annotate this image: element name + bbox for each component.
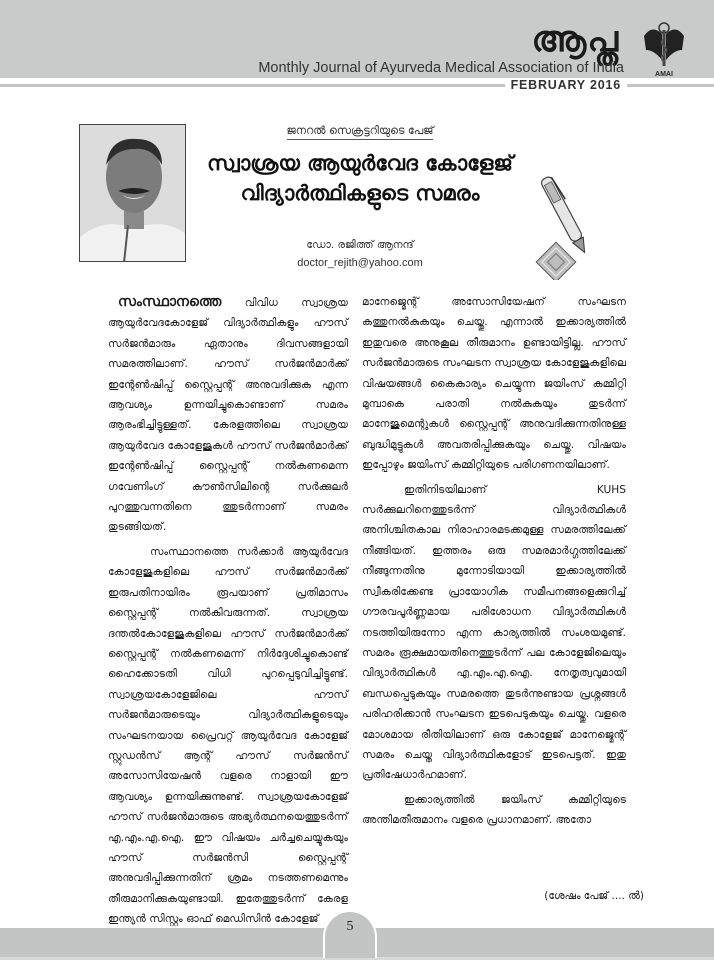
- article-column-right: [362, 292, 626, 835]
- pen-illustration-icon: [530, 170, 610, 280]
- paragraph: സംസ്ഥാനത്തെ വിവിധ സ്വാശ്രയ ആയുർവേദകോളേജ് വിദ്യാർത്ഥികളും ഹൗസ് സർജൻമാരും ഏതാനും ദിവസങ്ങളായി സമരത്തിലാണ്. ഹൗസ് സർജൻമാർക്ക് ഇന്റേൺഷിപ്പ് സ്റ്റൈപ്പന്റ് അനുവദിക്കുക എന്ന ആവശ്യം ഉന്നയിച്ചുകൊണ്ടാണ് സമരം ആരംഭിച്ചിട്ടുള്ളത്. കേരളത്തിലെ സ്വാശ്രയ ആയുർവേദ കോളേജുകൾ ഹൗസ് സർജൻമാർക്ക് ഇന്റേൺഷിപ്പ് സ്റ്റൈപ്പന്റ് നൽകണമെന്ന ഗവേണിംഗ് കൗൺസിലിന്റെ സർക്കുലർ പുറത്തുവന്നതിനെ ത്തുടർന്നാണ് സമരം തുടങ്ങിയത്.: [108, 294, 348, 534]
- lead-word: സംസ്ഥാനത്തെ: [118, 294, 222, 310]
- article-headline: [195, 148, 525, 208]
- article-column-left: [108, 292, 348, 934]
- author-photo: [79, 124, 186, 262]
- page-number: 5: [323, 910, 377, 958]
- headline-line-2: വിദ്യാർത്ഥികളുടെ സമരം: [240, 181, 480, 205]
- paragraph: ഇക്കാര്യത്തിൽ ജയിംസ് കമ്മിറ്റിയുടെ അന്തിമതീരുമാനം വളരെ പ്രധാനമാണ്. അതോ: [362, 793, 626, 827]
- author-name: ഡോ. രജിത്ത് ആനന്ദ്: [306, 239, 414, 251]
- journal-title: ആപ്ത: [531, 19, 619, 60]
- issue-date: FEBRUARY 2016: [505, 78, 627, 93]
- journal-subtitle: Monthly Journal of Ayurveda Medical Association of India: [258, 60, 624, 76]
- author-portrait-icon: [80, 125, 186, 262]
- author-email: doctor_rejith@yahoo.com: [297, 257, 423, 269]
- continued-note: (ശേഷം പേജ് .... ൽ): [544, 890, 644, 902]
- amai-logo-icon: [642, 20, 686, 78]
- section-label: ജനറൽ സെക്രട്ടറിയുടെ പേജ്: [230, 124, 490, 138]
- logo-text: AMAI: [655, 71, 673, 78]
- paragraph: സംസ്ഥാനത്തെ സർക്കാർ ആയുർവേദ കോളേജുകളിലെ ഹൗസ് സർജൻമാർക്ക് ഇരുപതിനായിരം രൂപയാണ് പ്രതിമാസം സ്റ്റൈപ്പന്റ് നൽകിവരുന്നത്. സ്വാശ്രയ ദന്തൽകോളേജുകളിലെ ഹൗസ് സർജൻമാർക്ക് സ്റ്റൈപ്പന്റ് നൽകണമെന്ന് നിർദ്ദേശിച്ചുകൊണ്ട് ഹൈക്കോടതി വിധി പുറപ്പെടുവിച്ചിട്ടുണ്ട്. സ്വാശ്രയകോളേജിലെ ഹൗസ് സർജൻമാരുടെയും വിദ്യാർത്ഥികളുടെയും സംഘടനയായ പ്രൈവറ്റ് ആയുർവേദ കോളേജ് സ്റ്റുഡൻസ് ആന്റ് ഹൗസ് സർജൻസ് അസോസിയേഷൻ വളരെ നാളായി ഈ ആവശ്യം ഉന്നയിക്കുന്നുണ്ട്. സ്വാശ്രയകോളേജ് ഹൗസ് സർജൻമാരുടെ അഭ്യർത്ഥനയെത്തുടർന്ന് എ.എം.എ.ഐ. ഈ വിഷയം ചർച്ചചെയ്യുകയും ഹൗസ് സർജൻസി സ്റ്റൈപ്പന്റ് അനുവദിപ്പിക്കുന്നതിന് ശ്രമം നടത്തണമെന്നും തീരുമാനിക്കുകയുണ്ടായി. ഇതേത്തുടർന്ന് കേരള ഇന്ത്യൻ സിസ്റ്റം ഓഫ് മെഡിസിൻ കോളേജ്: [108, 545, 348, 926]
- headline-line-1: സ്വാശ്രയ ആയുർവേദ കോളേജ്: [207, 151, 513, 175]
- paragraph: ഇതിനിടയിലാണ് KUHS സർക്കുലറിനെത്തുടർന്ന് വിദ്യാർത്ഥികൾ അനിശ്ചിതകാല നിരാഹാരമടക്കമുള്ള സമരത്തിലേക്ക് നീങ്ങിയത്. ഇത്തരം ഒരു സമരമാർഗ്ഗത്തിലേക്ക് നീങ്ങുന്നതിനു മുന്നോടിയായി ഇക്കാര്യത്തിൽ സ്വീകരിക്കേണ്ട പ്രായോഗിക സമീപനങ്ങളെക്കുറിച്ച് ഗൗരവപൂർണ്ണമായ പരിശോധന വിദ്യാർത്ഥികൾ നടത്തിയിരുന്നോ എന്ന കാര്യത്തിൽ സംശയമുണ്ട്. സമരം രൂക്ഷമായതിനെത്തുടർന്ന് പല കോളേജിലെയും വിദ്യാർത്ഥികൾ എ.എം.എ.ഐ. നേതൃത്വവുമായി ബന്ധപ്പെടുകയും സമരത്തെ തുടർന്നുണ്ടായ പ്രശ്നങ്ങൾ പരിഹരിക്കാൻ സംഘടന ഇടപെടുകയും ചെയ്തു. വളരെ മോശമായ രീതിയിലാണ് ഒരു കോളേജ് മാനേജ്മെന്റ് സമരം ചെയ്ത വിദ്യാർത്ഥികളോട് ഇടപെട്ടത്. ഇതു പ്രതിഷേധാർഹമാണ്.: [362, 483, 626, 782]
- paragraph: മാനേജ്മെന്റ് അസോസിയേഷന് സംഘടന കത്തുനൽകുകയും ചെയ്തു. എന്നാൽ ഇക്കാര്യത്തിൽ ഇതുവരെ അനുകൂല തീരുമാനം ഉണ്ടായിട്ടില്ല. ഹൗസ് സർജൻമാരുടെ സംഘടന സ്വാശ്രയ കോളേജുകളിലെ വിഷയങ്ങൾ കൈകാര്യം ചെയ്യുന്ന ജയിംസ് കമ്മിറ്റി മുമ്പാകെ പരാതി നൽകുകയും തുടർന്ന് മാനേജുമെന്റുകൾ സ്റ്റൈപ്പന്റ് അനുവദിക്കുന്നതിനുള്ള ബുദ്ധിമുട്ടുകൾ അവതരിപ്പിക്കുകയും ചെയ്തു. വിഷയം ഇപ്പോഴും ജയിംസ് കമ്മിറ്റിയുടെ പരിഗണനയിലാണ്.: [362, 296, 626, 472]
- masthead: [0, 0, 714, 78]
